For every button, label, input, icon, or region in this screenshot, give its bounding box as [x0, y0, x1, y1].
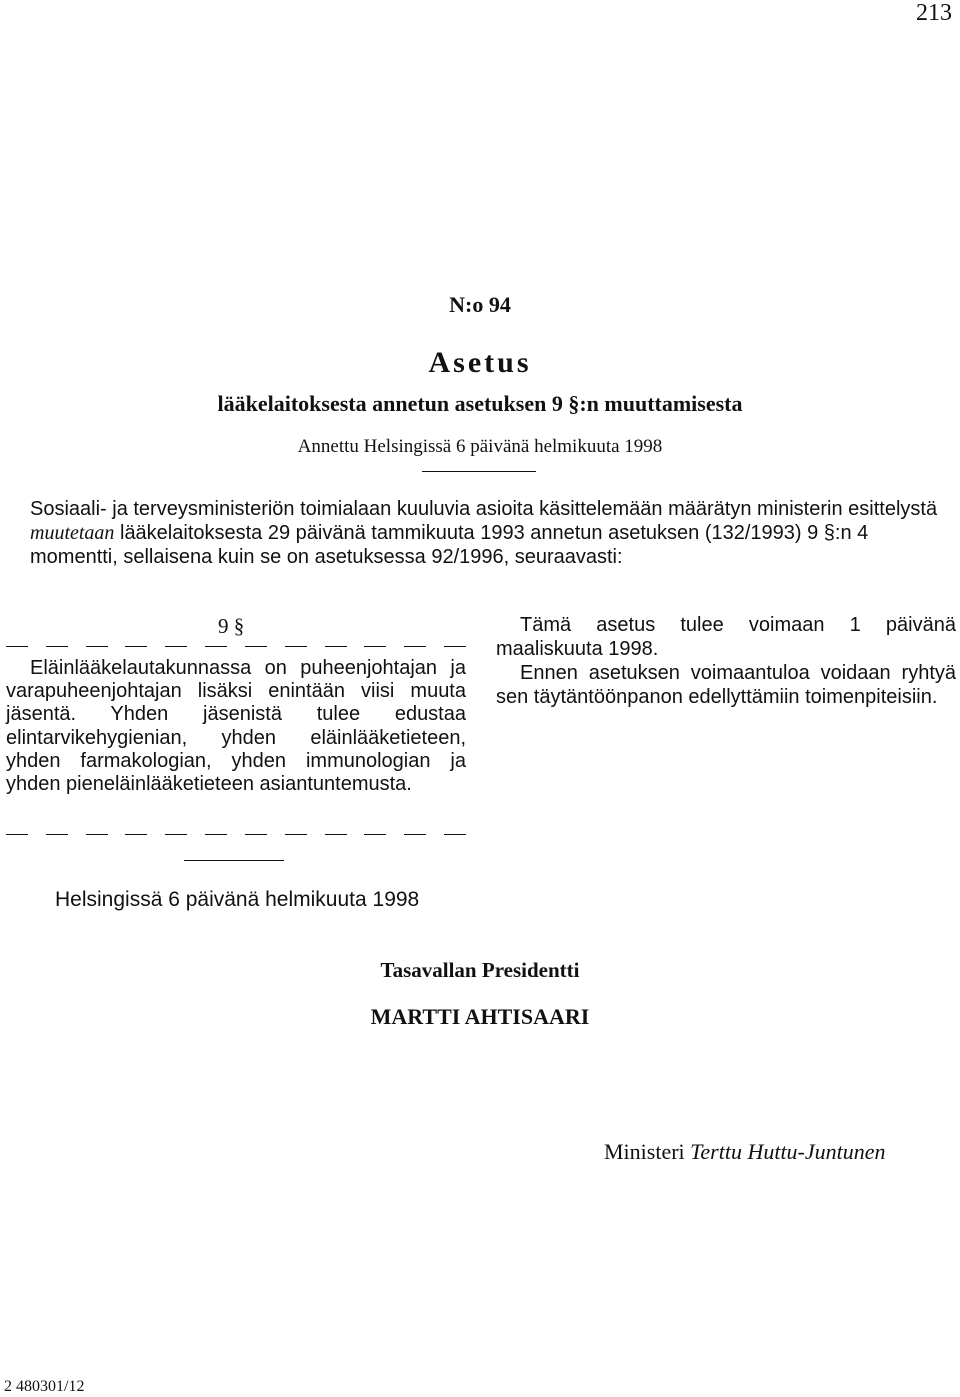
intro-rest: lääkelaitoksesta 29 päivänä tammikuuta 1993 annetun asetuksen (132/1993) 9 §:n 4 momentti, sellaisena kuin se on asetuksessa 92/1996, seuraavasti: [30, 522, 869, 568]
intro-line-1: Sosiaali- ja terveysministeriön toimialaan kuuluvia asioita käsittelemään määrätyn ministerin esittelystä [30, 498, 938, 520]
document-title: Asetus [428, 346, 532, 379]
entry-into-force: Tämä asetus tulee voimaan 1 päivänä maaliskuuta 1998. [496, 614, 956, 660]
omission-dashes [6, 834, 466, 835]
intro-verb: muutetaan [30, 522, 115, 544]
divider [422, 471, 536, 472]
divider [184, 860, 284, 861]
implementation-note: Ennen asetuksen voimaantuloa voidaan ryhtyä sen täytäntöönpanon edellyttämiin toimenpiteisiin. [496, 662, 956, 708]
intro-paragraph [6, 497, 956, 569]
president-title: Tasavallan Presidentti [380, 958, 580, 982]
minister-label: Ministeri [604, 1139, 685, 1164]
intro-line-2 [6, 521, 956, 569]
president-name: MARTTI AHTISAARI [370, 1004, 590, 1029]
place-date: Helsingissä 6 päivänä helmikuuta 1998 [55, 888, 420, 911]
footer-code: 2 480301/12 [4, 1378, 85, 1395]
omission-dashes [6, 646, 466, 647]
minister-name: Terttu Huttu-Juntunen [690, 1139, 886, 1164]
minister-signature [604, 1139, 886, 1165]
document-subtitle: lääkelaitoksesta annetun asetuksen 9 §:n muuttamisesta [217, 391, 743, 416]
page-number: 213 [916, 0, 952, 26]
statute-number: N:o 94 [449, 292, 511, 317]
given-date: Annettu Helsingissä 6 päivänä helmikuuta 1998 [297, 436, 663, 457]
section-text: Eläinlääkelautakunnassa on puheenjohtajan ja varapuheenjohtajan lisäksi enintään viisi muuta jäsentä. Yhden jäsenistä tulee edustaa elintarvikehygienian, yhden eläinlääketieteen, yhden farmakologian, yhden immunologian ja yhden pieneläinlääketieteen asiantuntemusta. [6, 657, 466, 796]
section-number: 9 § [218, 614, 245, 638]
